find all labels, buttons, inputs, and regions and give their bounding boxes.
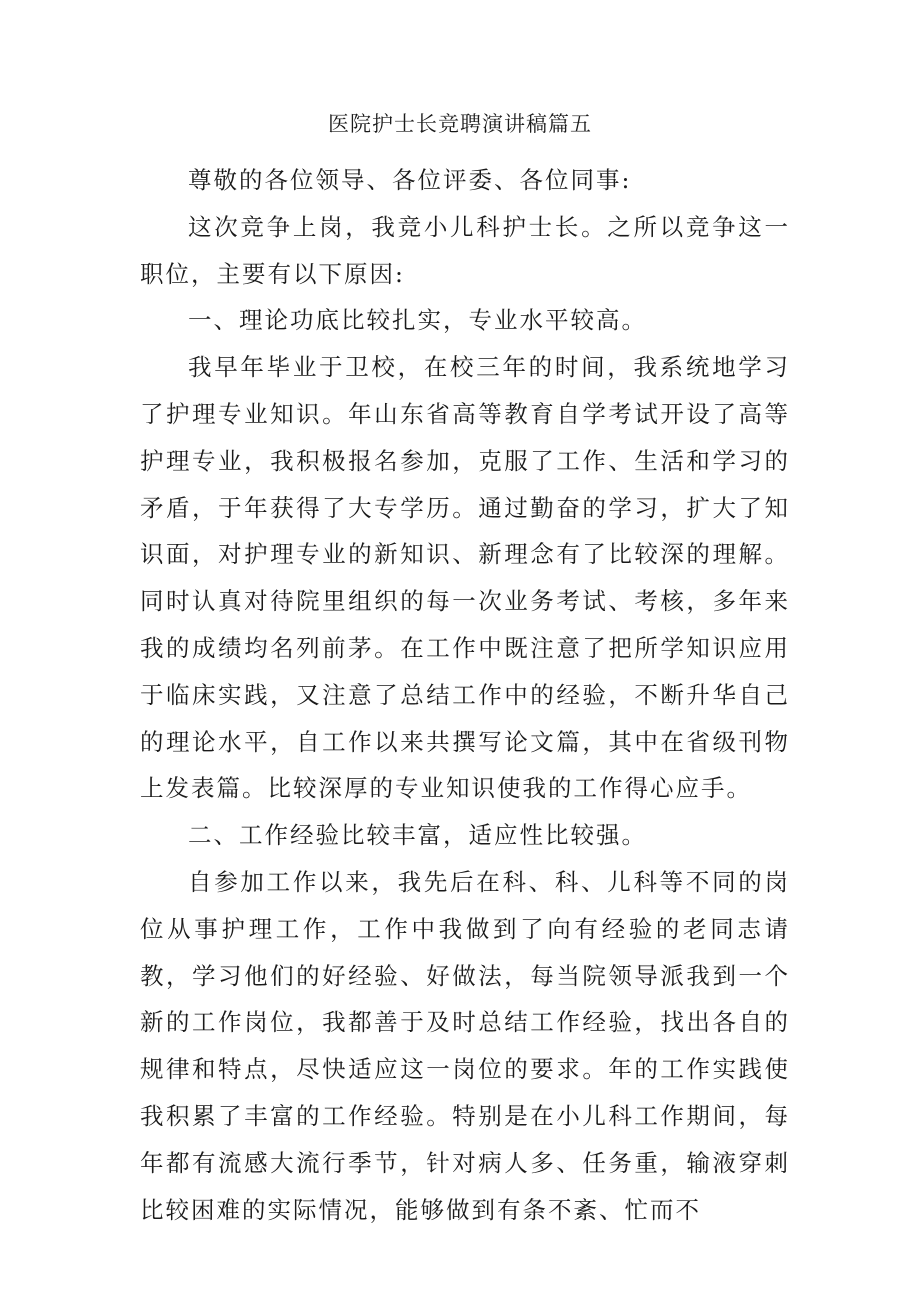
section-heading-1: 一、理论功底比较扎实，专业水平较高。 xyxy=(188,306,647,335)
intro-paragraph: 这次竞争上岗，我竞小儿科护士长。之所以竞争这一职位，主要有以下原因: xyxy=(140,212,790,288)
body-paragraph: 自参加工作以来，我先后在科、科、儿科等不同的岗位从事护理工作，工作中我做到了向有经验的老同志请教，学习他们的好经验、好做法，每当院领导派我到一个新的工作岗位，我都善于及时总结工作经验，找出各自的规律和特点，尽快适应这一岗位的要求。年的工作实践使我积累了丰富的工作经验。特别是在小儿科工作期间，每年都有流感大流行季节，针对病人多、任务重，输液穿刺比较困难的实际情况，能够做到有条不紊、忙而不 xyxy=(140,867,790,1224)
document-body xyxy=(140,157,790,1233)
salutation-paragraph: 尊敬的各位领导、各位评委、各位同事: xyxy=(188,166,632,194)
body-paragraph: 我早年毕业于卫校，在校三年的时间，我系统地学习了护理专业知识。年山东省高等教育自学考试开设了高等护理专业，我积极报名参加，克服了工作、生活和学习的矛盾，于年获得了大专学历。通过勤奋的学习，扩大了知识面，对护理专业的新知识、新理念有了比较深的理解。同时认真对待院里组织的每一次业务考试、考核，多年来我的成绩均名列前茅。在工作中既注意了把所学知识应用于临床实践，又注意了总结工作中的经验，不断升华自己的理论水平，自工作以来共撰写论文篇，其中在省级刊物上发表篇。比较深厚的专业知识使我的工作得心应手。 xyxy=(140,353,790,803)
section-heading-2: 二、工作经验比较丰富，适应性比较强。 xyxy=(188,821,647,850)
document-title: 医院护士长竞聘演讲稿篇五 xyxy=(328,112,592,136)
